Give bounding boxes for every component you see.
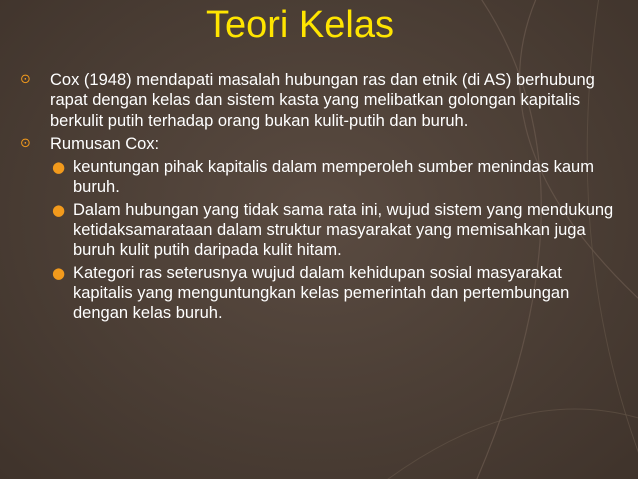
filled-circle-icon: ● <box>52 263 66 282</box>
slide-content <box>20 70 620 326</box>
bullet-item-rumusan-cox <box>20 134 620 154</box>
circled-dot-icon: ⊙ <box>20 135 31 151</box>
sub-bullet-text: keuntungan pihak kapitalis dalam memperoleh sumber menindas kaum buruh. <box>73 158 594 197</box>
circled-dot-icon: ⊙ <box>20 72 31 87</box>
sub-bullet-text: Dalam hubungan yang tidak sama rata ini, wujud sistem yang mendukung ketidaksamarataan dalam struktur masyarakat yang memisahkan juga buruh kulit putih daripada kulit hitam. <box>73 200 614 260</box>
sub-bullet-text: Kategori ras seterusnya wujud dalam kehidupan sosial masyarakat kapitalis yang menguntungkan kelas pemerintah dan pertembungan dengan kelas buruh. <box>73 263 570 323</box>
bullet-text: Rumusan Cox: <box>50 134 160 153</box>
bullet-item-cox-1948 <box>20 70 620 131</box>
sub-bullet-item-hubungan <box>50 200 620 261</box>
sub-bullet-item-kategori-ras <box>50 263 620 324</box>
slide-title: Teori Kelas <box>206 4 394 46</box>
filled-circle-icon: ● <box>52 200 66 219</box>
sub-bullet-item-keuntungan <box>50 157 620 198</box>
filled-circle-icon: ● <box>52 158 66 177</box>
bullet-text: Cox (1948) mendapati masalah hubungan ras dan etnik (di AS) berhubung rapat dengan kelas dan sistem kasta yang melibatkan golongan kapitalis berkulit putih terhadap orang bukan kulit-putih dan buruh. <box>50 71 595 130</box>
